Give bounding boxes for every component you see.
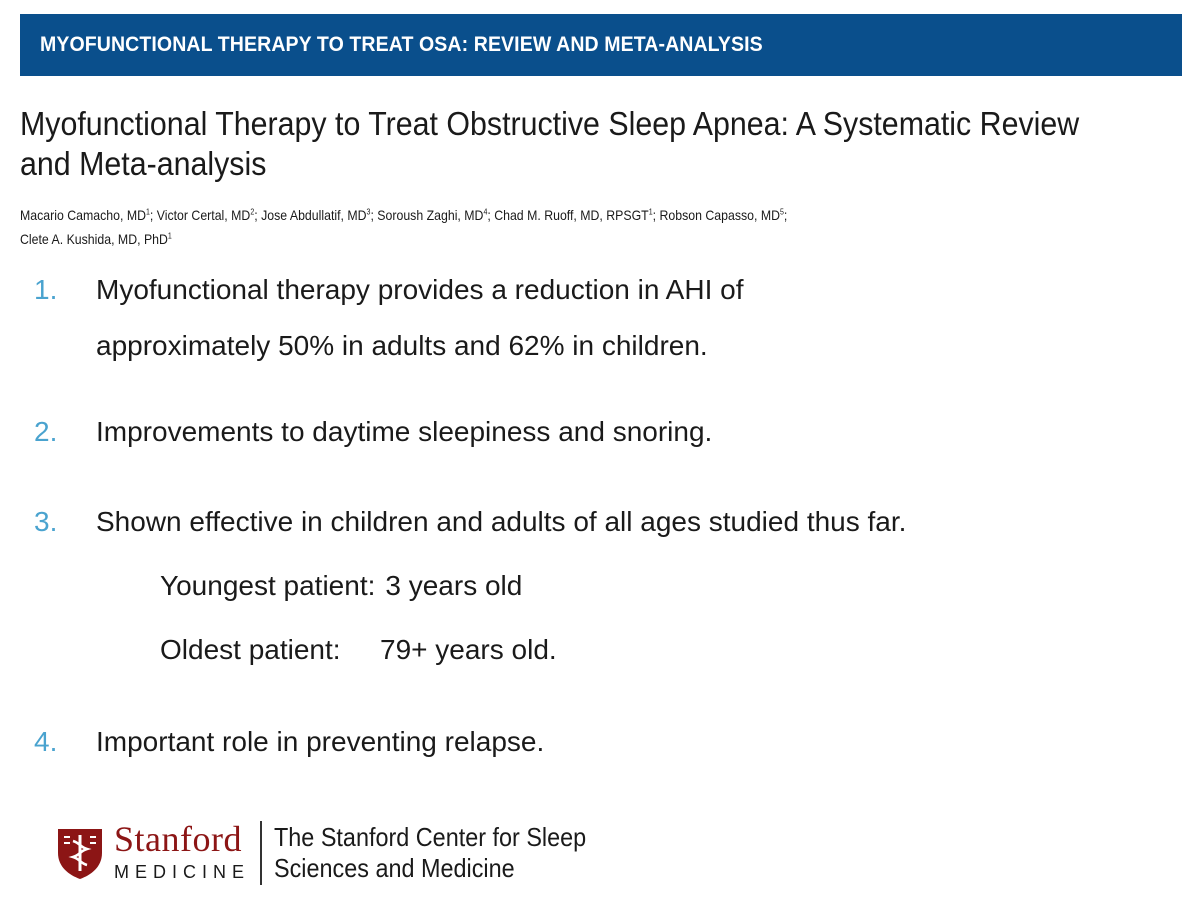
author-list <box>20 201 1032 250</box>
brand-sub: MEDICINE <box>114 862 251 882</box>
brand-wordmark <box>114 821 250 885</box>
list-text: Myofunctional therapy provides a reduction in AHI of approximately 50% in adults and 62% in children. <box>96 274 744 361</box>
brand-name: Stanford <box>114 819 242 859</box>
sub-value: 3 years old <box>385 570 523 601</box>
list-number: 4. <box>34 726 58 757</box>
paper-title <box>20 104 1087 184</box>
sub-label: Oldest patient: <box>160 634 341 665</box>
sub-item-oldest <box>160 630 557 670</box>
shield-icon <box>56 825 104 881</box>
sub-value: 79+ years old. <box>380 634 557 665</box>
paper-title-line1: Myofunctional Therapy to Treat Obstructive Sleep Apnea: A Systematic Review <box>20 105 1080 142</box>
list-text: Improvements to daytime sleepiness and snoring. <box>96 416 713 447</box>
sub-label: Youngest patient: <box>160 570 376 601</box>
list-number: 3. <box>34 506 58 537</box>
sub-item-youngest <box>160 566 522 606</box>
list-text: Important role in preventing relapse. <box>96 726 545 757</box>
author: Robson Capasso, $MD^5$; <box>659 206 788 223</box>
author: Macario Camacho, $MD^1$; <box>20 206 157 223</box>
paper-title-line2: and Meta-analysis <box>20 145 267 182</box>
header-banner <box>20 14 1182 76</box>
list-number: 2. <box>34 416 58 447</box>
author: Jose Abdullatif, $MD^3$; <box>261 206 378 223</box>
author: Clete A. Kushida, MD, PhD$^1$ <box>20 231 172 248</box>
banner-title: MYOFUNCTIONAL THERAPY TO TREAT OSA: REVIEW AND META-ANALYSIS <box>40 33 763 56</box>
list-text: Shown effective in children and adults of all ages studied thus far. <box>96 506 907 537</box>
author: Chad M. Ruoff, MD, RPSGT$^1$; <box>494 206 660 223</box>
logo-divider <box>260 821 262 885</box>
center-name: The Stanford Center for Sleep Sciences and Medicine <box>274 822 587 883</box>
list-number: 1. <box>34 274 58 305</box>
stanford-medicine-logo <box>56 818 621 888</box>
author: Soroush Zaghi, $MD^4$; <box>377 206 495 223</box>
author: Victor Certal, $MD^2$; <box>156 206 262 223</box>
